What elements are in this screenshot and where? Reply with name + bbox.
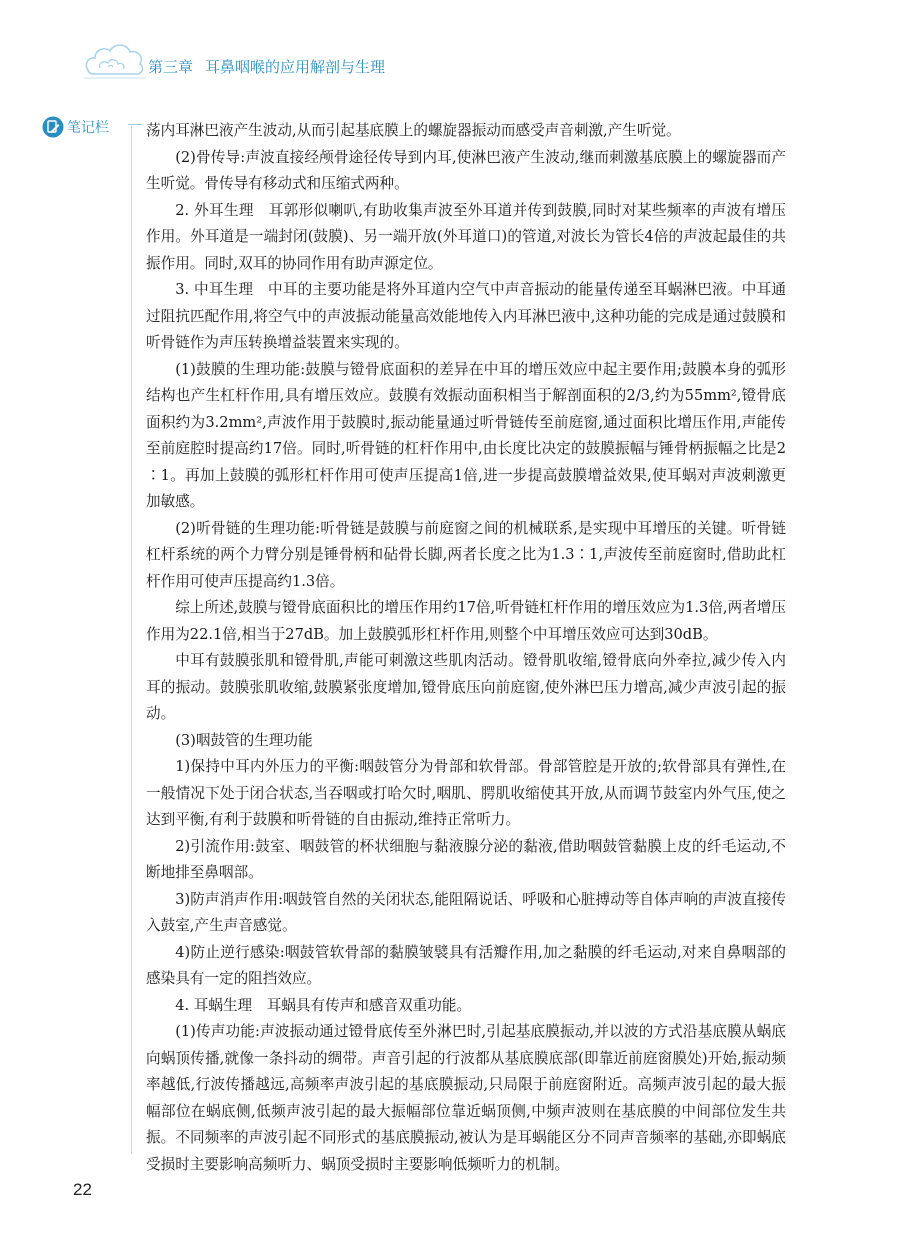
paragraph: 3. 中耳生理 中耳的主要功能是将外耳道内空气中声音振动的能量传递至耳蜗淋巴液。中耳通过阻抗匹配作用,将空气中的声波振动能量高效能地传入内耳淋巴液中,这种功能的完成是通过鼓膜和听骨链作为声压转换增益装置来实现的。 [146, 281, 786, 351]
paragraph: (2)听骨链的生理功能:听骨链是鼓膜与前庭窗之间的机械联系,是实现中耳增压的关键。听骨链杠杆系统的两个力臂分别是锤骨柄和砧骨长脚,两者长度之比为1.3∶1,声波传至前庭窗时,借助此杠杆作用可使声压提高约1.3倍。 [146, 519, 786, 590]
notes-column-label: 笔记栏 [67, 120, 109, 136]
cloud-logo-icon [82, 38, 148, 82]
notes-column-divider [131, 124, 132, 1154]
paragraph: (1)传声功能:声波振动通过镫骨底传至外淋巴时,引起基底膜振动,并以波的方式沿基底膜从蜗底向蜗顶传播,就像一条抖动的绸带。声音引起的行波都从基底膜底部(即靠近前庭窗膜处)开始,振动频率越低,行波传播越远,高频率声波引起的基底膜振动,只局限于前庭窗附近。高频声波引起的最大振幅部位在蜗底侧,低频声波引起的最大振幅部位靠近蜗顶侧,中频声波则在基底膜的中间部位发生共振。不同频率的声波引起不同形式的基底膜振动,被认为是耳蜗能区分不同声音频率的基础,亦即蜗底受损时主要影响高频听力、蜗顶受损时主要影响低频听力的机制。 [146, 1023, 786, 1173]
paragraph: 3)防声消声作用:咽鼓管自然的关闭状态,能阻隔说话、呼吸和心脏搏动等自体声响的声波直接传入鼓室,产生声音感觉。 [146, 890, 786, 934]
paragraph: (2)骨传导:声波直接经颅骨途径传导到内耳,使淋巴液产生波动,继而刺激基底膜上的螺旋器而产生听觉。骨传导有移动式和压缩式两种。 [146, 148, 786, 192]
chapter-number: 第三章 [148, 58, 194, 76]
paragraph: 4)防止逆行感染:咽鼓管软骨部的黏膜皱襞具有活瓣作用,加之黏膜的纤毛运动,对来自鼻咽部的感染具有一定的阻挡效应。 [146, 943, 786, 987]
paragraph: 4. 耳蜗生理 耳蜗具有传声和感音双重功能。 [175, 996, 472, 1014]
pencil-note-icon [42, 116, 64, 138]
body-text [146, 118, 786, 1178]
paragraph: 2. 外耳生理 耳郭形似喇叭,有助收集声波至外耳道并传到鼓膜,同时对某些频率的声波有增压作用。外耳道是一端封闭(鼓膜)、另一端开放(外耳道口)的管道,对波长为管长4倍的声波起最佳的共振作用。同时,双耳的协同作用有助声源定位。 [146, 201, 786, 272]
paragraph: 2)引流作用:鼓室、咽鼓管的杯状细胞与黏液腺分泌的黏液,借助咽鼓管黏膜上皮的纤毛运动,不断地排至鼻咽部。 [146, 837, 786, 881]
paragraph: 中耳有鼓膜张肌和镫骨肌,声能可刺激这些肌肉活动。镫骨肌收缩,镫骨底向外牵拉,减少传入内耳的振动。鼓膜张肌收缩,鼓膜紧张度增加,镫骨底压向前庭窗,使外淋巴压力增高,减少声波引起的振动。 [146, 652, 786, 722]
chapter-title: 耳鼻咽喉的应用解剖与生理 [205, 58, 386, 76]
paragraph: (1)鼓膜的生理功能:鼓膜与镫骨底面积的差异在中耳的增压效应中起主要作用;鼓膜本身的弧形结构也产生杠杆作用,具有增压效应。鼓膜有效振动面积相当于解剖面积的2/3,约为55mm²,镫骨底面积约为3.2mm²,声波作用于鼓膜时,振动能量通过听骨链传至前庭窗,通过面积比增压作用,声能传至前庭腔时提高约17倍。同时,听骨链的杠杆作用中,由长度比决定的鼓膜振幅与锤骨柄振幅之比是2∶1。再加上鼓膜的弧形杠杆作用可使声压提高1倍,进一步提高鼓膜增益效果,使耳蜗对声波刺激更加敏感。 [146, 360, 786, 510]
paragraph: (3)咽鼓管的生理功能 [175, 731, 313, 749]
paragraph: 荡内耳淋巴液产生波动,从而引起基底膜上的螺旋器振动而感受声音刺激,产生听觉。 [146, 122, 681, 139]
page-header [0, 0, 900, 100]
page-number: 22 [73, 1180, 92, 1199]
paragraph: 综上所述,鼓膜与镫骨底面积比的增压作用约17倍,听骨链杠杆作用的增压效应为1.3倍,两者增压作用为22.1倍,相当于27dB。加上鼓膜弧形杠杆作用,则整个中耳增压效应可达到30dB。 [146, 599, 786, 643]
chapter-heading [148, 56, 385, 77]
paragraph: 1)保持中耳内外压力的平衡:咽鼓管分为骨部和软骨部。骨部管腔是开放的;软骨部具有弹性,在一般情况下处于闭合状态,当吞咽或打哈欠时,咽肌、腭肌收缩使其开放,从而调节鼓室内外气压,使之达到平衡,有利于鼓膜和听骨链的自由振动,维持正常听力。 [146, 758, 786, 828]
notes-column-tag [42, 116, 109, 138]
